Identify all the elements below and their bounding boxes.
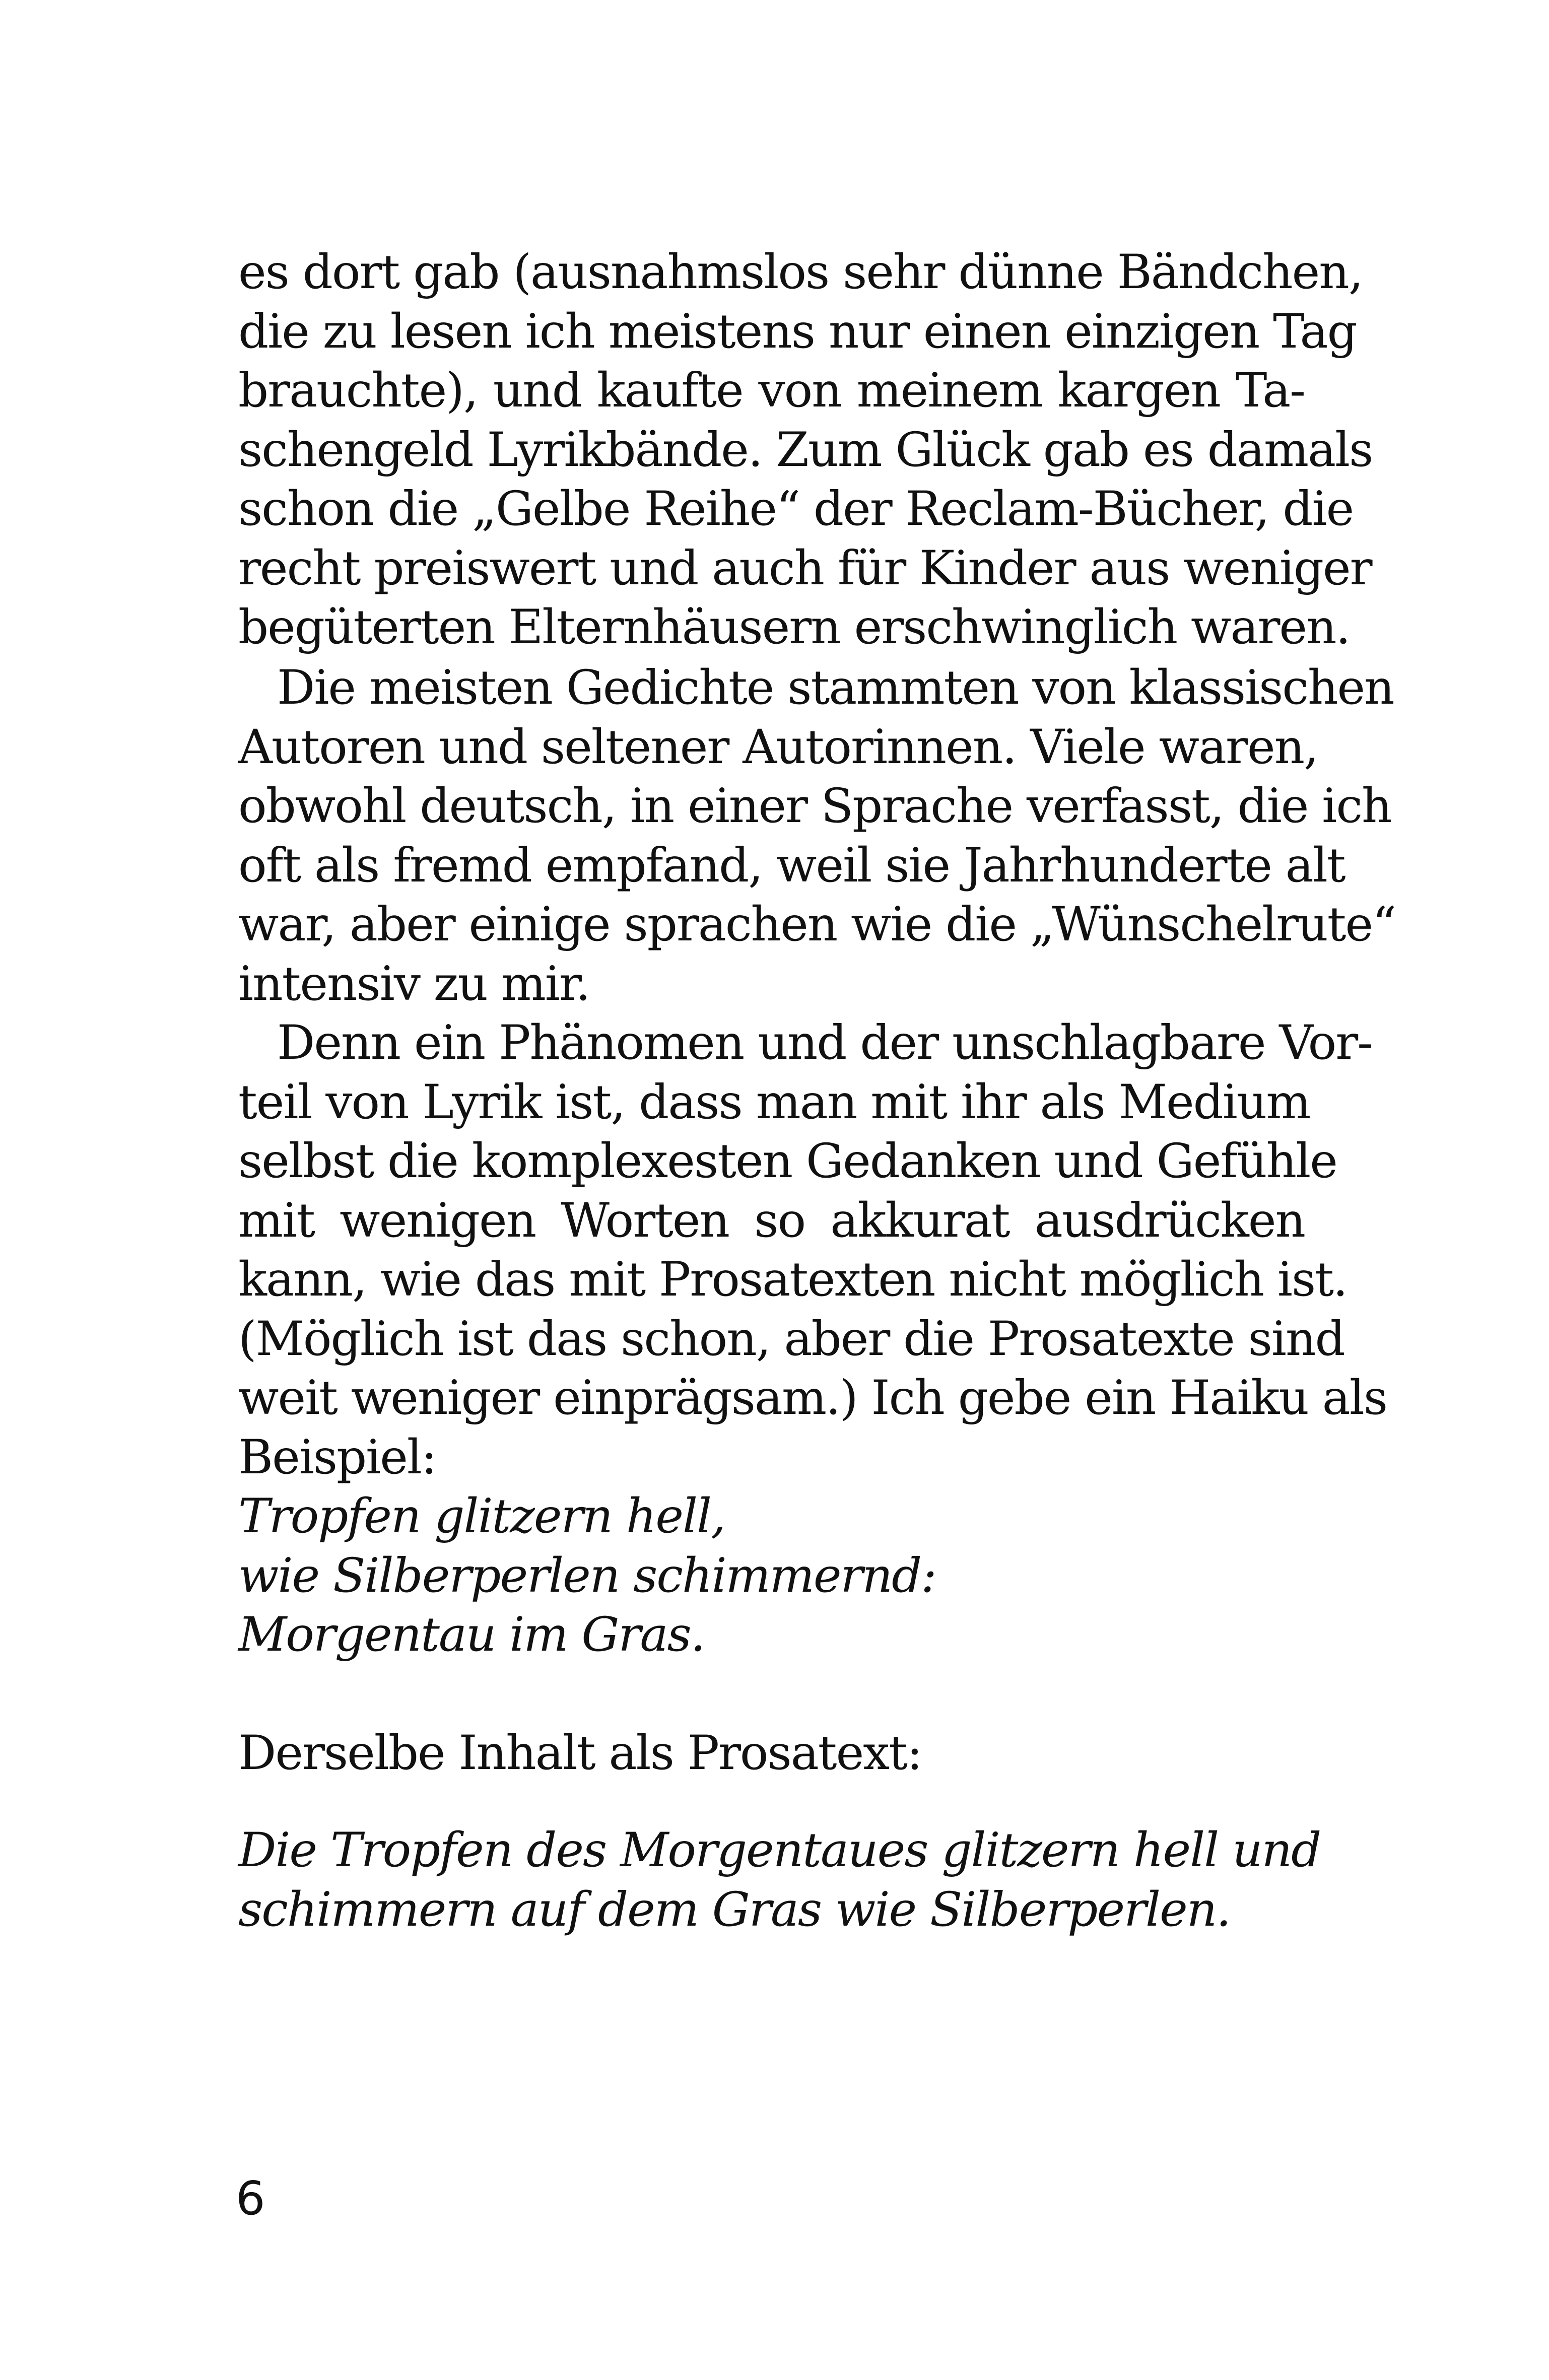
- haiku-line: wie Silberperlen schimmernd:: [238, 1548, 936, 1603]
- text-line: Denn ein Phänomen und der unschlagbare Vor-: [277, 1015, 1372, 1070]
- text-line: schengeld Lyrikbände. Zum Glück gab es damals: [238, 422, 1373, 478]
- text-line: Die meisten Gedichte stammten von klassischen: [277, 660, 1394, 715]
- text-line: weit weniger einprägsam.) Ich gebe ein Haiku als: [238, 1371, 1387, 1425]
- paragraph-1: [238, 243, 1373, 657]
- text-line: Beispiel:: [238, 1430, 436, 1485]
- text-line: schimmern auf dem Gras wie Silberperlen.: [238, 1882, 1231, 1937]
- text-line: brauchte), und kaufte von meinem kargen Ta-: [238, 363, 1305, 418]
- text-line: intensiv zu mir.: [238, 956, 590, 1011]
- haiku-line: Tropfen glitzern hell,: [238, 1489, 725, 1544]
- text-line: begüterten Elternhäusern erschwinglich waren.: [238, 600, 1350, 655]
- paragraph-2: [238, 658, 1396, 1013]
- page-number: 6: [236, 2171, 265, 2225]
- haiku-line: Morgentau im Gras.: [238, 1607, 705, 1662]
- text-line: (Möglich ist das schon, aber die Prosatexte sind: [238, 1311, 1344, 1367]
- text-line: die zu lesen ich meistens nur einen einzigen Tag: [238, 304, 1357, 359]
- haiku-poem: [238, 1487, 1305, 1665]
- text-line: oft als fremd empfand, weil sie Jahrhunderte alt: [238, 838, 1345, 893]
- paragraph-3: [238, 1013, 1387, 1487]
- text-line: kann, wie das mit Prosatexten nicht möglich ist.: [238, 1252, 1347, 1307]
- text-line: Die Tropfen des Morgentaues glitzern hell und: [238, 1823, 1321, 1878]
- text-line: war, aber einige sprachen wie die „Wünschelrute“: [238, 897, 1396, 952]
- text-line: teil von Lyrik ist, dass man mit ihr als Medium: [238, 1074, 1310, 1130]
- text-line: mit wenigen Worten so akkurat ausdrücken: [238, 1193, 1305, 1248]
- text-line: obwohl deutsch, in einer Sprache verfasst, die ich: [238, 779, 1391, 834]
- prose-example: [238, 1821, 1321, 1939]
- prose-intro: [238, 1724, 1305, 1783]
- text-line: schon die „Gelbe Reihe“ der Reclam-Bücher, die: [238, 482, 1354, 536]
- text-line: recht preiswert und auch für Kinder aus weniger: [238, 540, 1372, 596]
- text-line: Autoren und seltener Autorinnen. Viele waren,: [238, 719, 1318, 775]
- text-line: es dort gab (ausnahmslos sehr dünne Bändchen,: [238, 245, 1363, 300]
- text-line: Derselbe Inhalt als Prosatext:: [238, 1726, 922, 1781]
- text-line: selbst die komplexesten Gedanken und Gefühle: [238, 1134, 1337, 1189]
